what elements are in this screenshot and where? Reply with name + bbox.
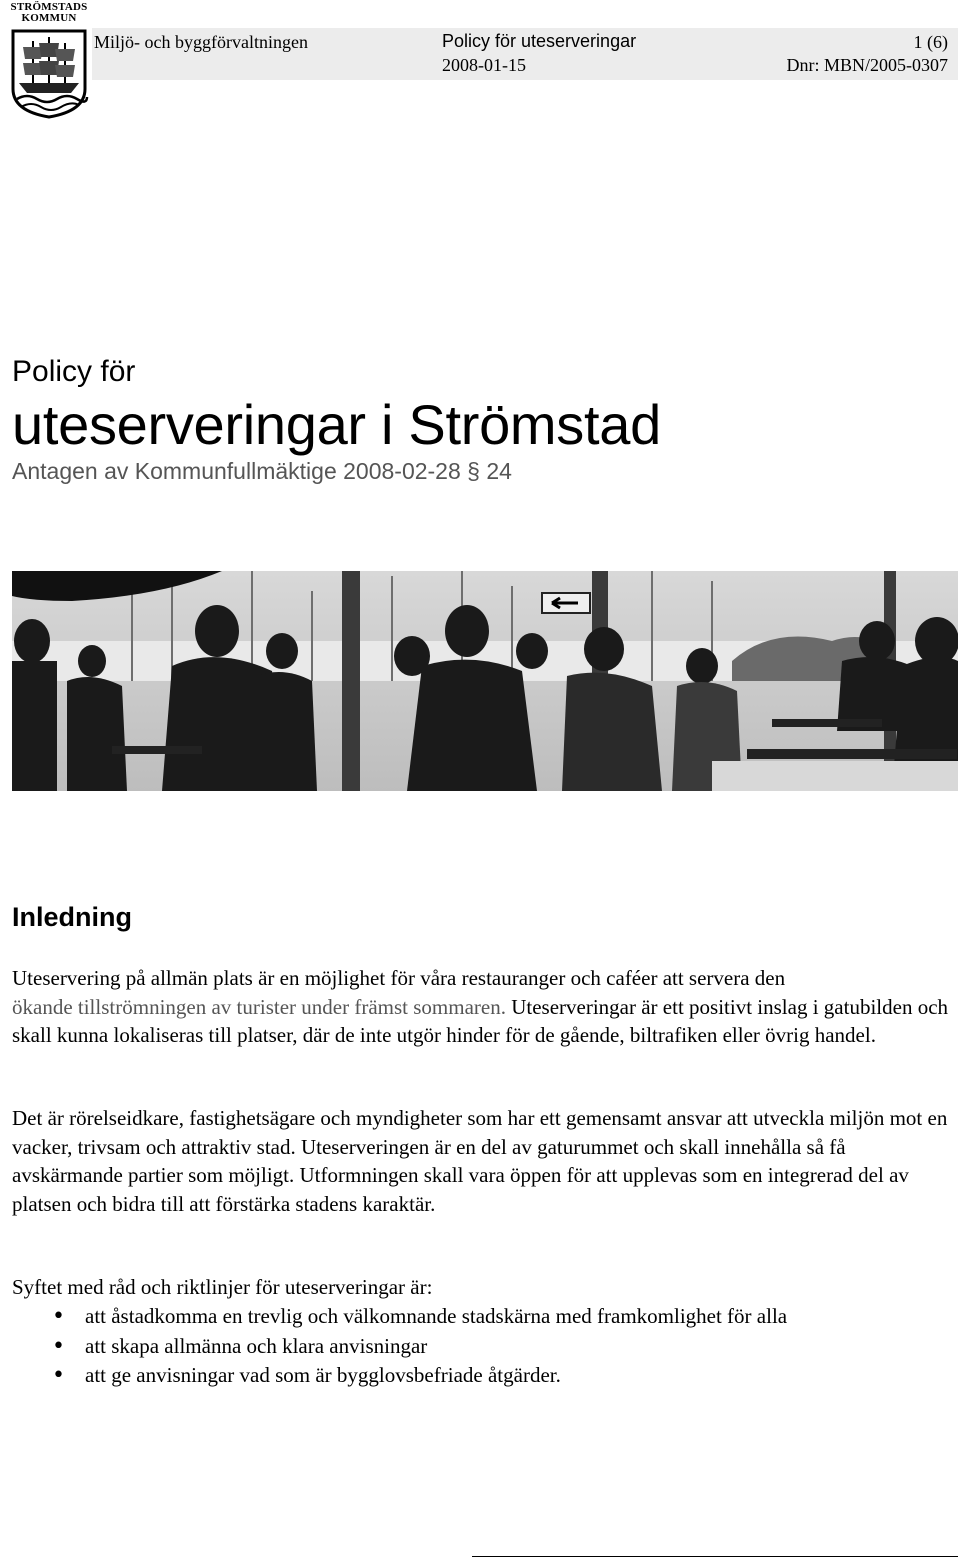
paragraph-2: Det är rörelseidkare, fastighetsägare och myndigheter som har ett gemensamt ansvar att utveckla miljön mot en vacker, trivsam och attraktiv stad. Uteserveringen är en del av gaturummet och skall innehålla så få avskärmande partier som möjligt. Utformningen skall vara öppen för att upplevas som en integrerad del av platsen och bidra till att förstärka stadens karaktär. <box>12 1106 948 1216</box>
paragraph-1-grey-text: ökande tillströmningen av turister under främst sommaren. <box>12 994 506 1019</box>
section-heading: Inledning <box>12 902 132 932</box>
ship-crest-icon <box>9 27 89 119</box>
paragraph-1 <box>12 964 952 1050</box>
footer-rule <box>472 1556 958 1557</box>
page-title: uteserveringar i Strömstad <box>12 393 661 456</box>
header-dnr: Dnr: MBN/2005-0307 <box>786 55 948 75</box>
cafe-photo-image <box>12 571 958 791</box>
paragraph-1-rest: Uteserveringar är ett positivt inslag i gatubilden och skall kunna lokaliseras till platser, där de inte utgör hinder för de gående, biltrafiken eller övrig handel. <box>12 994 949 1047</box>
header-page-number: 1 (6) <box>913 32 948 52</box>
header-department: Miljö- och byggförvaltningen <box>94 32 308 52</box>
title-line1: Policy för <box>12 355 136 388</box>
purpose-list <box>12 1302 952 1391</box>
paragraph-1-line-1: Uteservering på allmän plats är en möjlighet för våra restauranger och caféer att servera den <box>12 966 786 990</box>
logo-text-line1: STRÖMSTADS <box>10 1 88 13</box>
logo-text-line2: KOMMUN <box>21 12 77 24</box>
title-subtitle: Antagen av Kommunfullmäktige 2008-02-28 § 24 <box>12 458 512 484</box>
header-date: 2008-01-15 <box>442 55 526 75</box>
municipality-logo <box>6 2 92 120</box>
list-item: • att skapa allmänna och klara anvisningar <box>12 1332 952 1362</box>
list-item: • att ge anvisningar vad som är bygglovsbefriade åtgärder. <box>12 1361 952 1391</box>
document-header <box>92 28 958 80</box>
paragraph-3: Syftet med råd och riktlinjer för uteserveringar är: <box>12 1275 433 1299</box>
list-item: • att åstadkomma en trevlig och välkomnande stadskärna med framkomlighet för alla <box>12 1302 952 1332</box>
header-doc-title: Policy för uteserveringar <box>442 31 637 51</box>
